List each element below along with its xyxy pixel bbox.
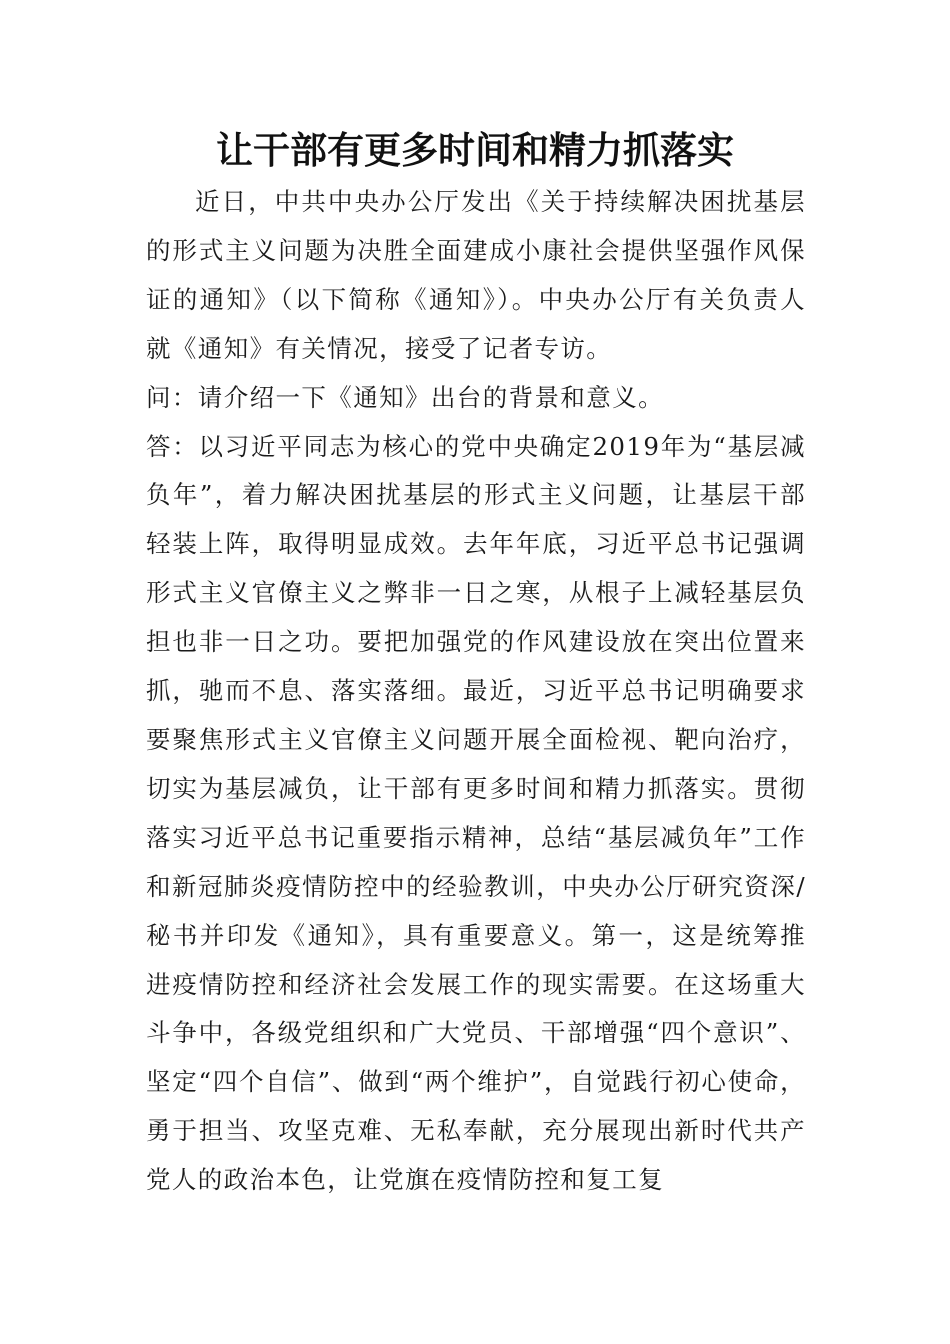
- question-paragraph: 问：请介绍一下《通知》出台的背景和意义。: [146, 382, 664, 412]
- document-body: [146, 178, 806, 1205]
- document-title: 让干部有更多时间和精力抓落实: [216, 128, 734, 172]
- answer-paragraph: 答：以习近平同志为核心的党中央确定2019年为“基层减负年”，着力解决困扰基层的形式主义问题，让基层干部轻装上阵，取得明显成效。去年年底，习近平总书记强调形式主义官僚主义之弊非一日之寒，从根子上减轻基层负担也非一日之功。要把加强党的作风建设放在突出位置来抓，驰而不息、落实落细。最近，习近平总书记明确要求要聚焦形式主义官僚主义问题开展全面检视、靶向治疗，切实为基层减负，让干部有更多时间和精力抓落实。贯彻落实习近平总书记重要指示精神，总结“基层减负年”工作和新冠肺炎疫情防控中的经验教训，中央办公厅研究资深/秘书并印发《通知》，具有重要意义。第一，这是统筹推进疫情防控和经济社会发展工作的现实需要。在这场重大斗争中，各级党组织和广大党员、干部增强“四个意识”、坚定“四个自信”、做到“两个维护”，自觉践行初心使命，勇于担当、攻坚克难、无私奉献，充分展现出新时代共产党人的政治本色，让党旗在疫情防控和复工复: [146, 431, 806, 1195]
- intro-paragraph: 近日，中共中央办公厅发出《关于持续解决困扰基层的形式主义问题为决胜全面建成小康社会提供坚强作风保证的通知》（以下简称《通知》）。中央办公厅有关负责人就《通知》有关情况，接受了记者专访。: [146, 187, 806, 363]
